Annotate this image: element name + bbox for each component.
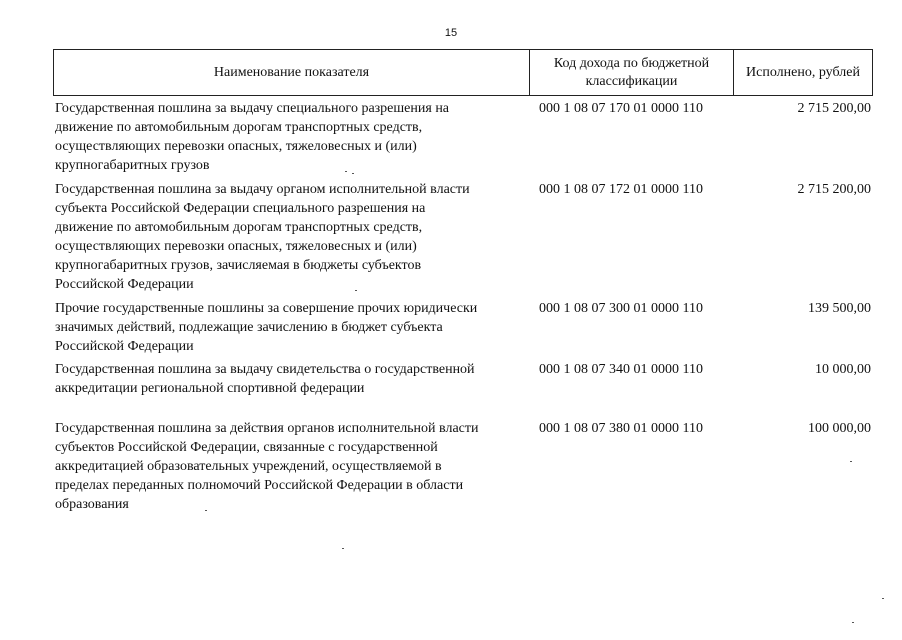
scan-speck [852,622,854,623]
row-name: Государственная пошлина за выдачу свидетельства о государственной аккредитации региональной спортивной федерации [55,362,475,396]
scan-speck [850,461,852,462]
row-code: 000 1 08 07 170 01 0000 110 [539,101,703,116]
row-code: 000 1 08 07 340 01 0000 110 [539,362,703,377]
row-amount: 2 715 200,00 [797,182,871,197]
row-name: Прочие государственные пошлины за совершение прочих юридически значимых действий, подлежащие зачислению в бюджет субъекта Российской Федерации [55,301,478,354]
row-amount: 139 500,00 [808,301,871,316]
scan-speck [345,171,347,172]
scan-speck [205,510,207,511]
row-amount: 100 000,00 [808,421,871,436]
header-amount-column: Исполнено, рублей [746,64,860,80]
row-name: Государственная пошлина за выдачу органом исполнительной власти субъекта Российской Федерации специального разрешения на движение по автомобильным дорогам транспортных средств, осуществляющих перевозки опасных, тяжеловесных и (или) крупногабаритных грузов, зачисляемая в бюджеты субъектов Российской Федерации [55,182,470,292]
row-code: 000 1 08 07 172 01 0000 110 [539,182,703,197]
page-number: 15 [444,27,458,39]
row-code: 000 1 08 07 380 01 0000 110 [539,421,703,436]
row-amount: 10 000,00 [815,362,871,377]
row-name: Государственная пошлина за действия органов исполнительной власти субъектов Российской Федерации, связанные с государственной аккредитацией образовательных учреждений, осуществляемой в пределах переданных полномочий Российской Федерации в области образования [55,421,479,512]
row-amount: 2 715 200,00 [797,101,871,116]
scan-speck [882,598,884,599]
row-code: 000 1 08 07 300 01 0000 110 [539,301,703,316]
scan-speck [342,548,344,549]
table-header [53,49,873,96]
header-code-column: Код дохода по бюджетной классификации [530,50,734,95]
scan-speck [352,173,354,174]
scan-speck [355,290,357,291]
header-name-column: Наименование показателя [54,50,530,95]
row-name: Государственная пошлина за выдачу специального разрешения на движение по автомобильным дорогам транспортных средств, осуществляющих перевозки опасных, тяжеловесных и (или) крупногабаритных грузов [55,101,450,173]
